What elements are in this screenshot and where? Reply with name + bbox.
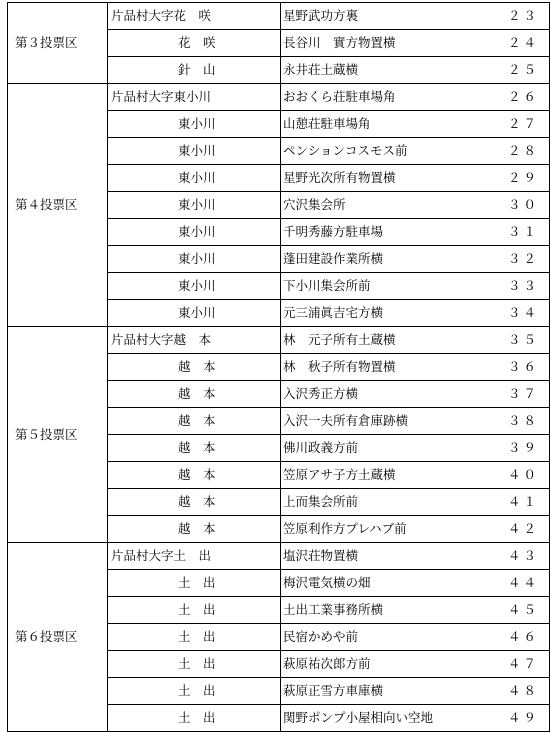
polling-board-table (7, 2, 539, 732)
board-number: ２５ (503, 57, 550, 84)
area-name: 越 本 (178, 440, 216, 455)
location-name: 上而集会所前 (281, 489, 503, 516)
board-number: ３２ (503, 246, 550, 273)
area-cell (108, 3, 281, 30)
area-cell (108, 597, 281, 624)
location-name: 萩原祐次郎方前 (281, 651, 503, 678)
location-name: 星野光次所有物置横 (281, 165, 503, 192)
board-number: ３４ (503, 300, 550, 327)
district-name: 第６投票区 (8, 543, 108, 732)
board-number: ４７ (503, 651, 550, 678)
area-name: 越 本 (178, 359, 216, 374)
board-number: ２４ (503, 30, 550, 57)
board-number: ２６ (503, 84, 550, 111)
area-name: 東小川 (178, 197, 216, 212)
board-number: ３６ (503, 354, 550, 381)
area-cell (108, 246, 281, 273)
location-name: 穴沢集会所 (281, 192, 503, 219)
board-number: ２７ (503, 111, 550, 138)
location-name: 関野ポンプ小屋相向い空地 (281, 705, 503, 732)
polling-location-table (7, 2, 550, 732)
area-cell (108, 300, 281, 327)
area-name: 花 咲 (178, 35, 216, 50)
area-name: 越 本 (178, 386, 216, 401)
area-cell (108, 543, 281, 570)
board-number: ４１ (503, 489, 550, 516)
area-name: 片品村大字越 本 (111, 332, 212, 347)
area-cell (108, 354, 281, 381)
location-name: おおくら荘駐車場角 (281, 84, 503, 111)
area-name: 東小川 (178, 251, 216, 266)
board-number: ４９ (503, 705, 550, 732)
area-name: 東小川 (178, 224, 216, 239)
location-name: 林 元子所有土蔵横 (281, 327, 503, 354)
district-name: 第３投票区 (8, 3, 108, 84)
area-name: 越 本 (178, 521, 216, 536)
board-number: ２９ (503, 165, 550, 192)
area-cell (108, 273, 281, 300)
location-name: 民宿かめや前 (281, 624, 503, 651)
district-name: 第４投票区 (8, 84, 108, 327)
location-name: 元三浦眞吉宅方横 (281, 300, 503, 327)
area-cell (108, 624, 281, 651)
location-name: 永井荘土蔵横 (281, 57, 503, 84)
board-number: ３３ (503, 273, 550, 300)
area-cell (108, 381, 281, 408)
area-cell (108, 165, 281, 192)
location-name: 土出工業事務所横 (281, 597, 503, 624)
board-number: ２８ (503, 138, 550, 165)
board-number: ４０ (503, 462, 550, 489)
location-name: ペンションコスモス前 (281, 138, 503, 165)
board-number: ３７ (503, 381, 550, 408)
area-cell (108, 111, 281, 138)
location-name: 山憩荘駐車場角 (281, 111, 503, 138)
location-name: 塩沢荘物置横 (281, 543, 503, 570)
board-number: ４８ (503, 678, 550, 705)
area-name: 片品村大字東小川 (111, 89, 212, 104)
table-body (8, 3, 550, 732)
area-name: 土 出 (178, 602, 216, 617)
location-name: 梅沢電気横の畑 (281, 570, 503, 597)
location-name: 下小川集会所前 (281, 273, 503, 300)
location-name: 千明秀藤方駐車場 (281, 219, 503, 246)
area-name: 東小川 (178, 170, 216, 185)
area-cell (108, 489, 281, 516)
board-number: ３５ (503, 327, 550, 354)
area-name: 東小川 (178, 116, 216, 131)
location-name: 蓬田建設作業所横 (281, 246, 503, 273)
area-name: 東小川 (178, 278, 216, 293)
area-cell (108, 678, 281, 705)
area-cell (108, 705, 281, 732)
area-name: 土 出 (178, 629, 216, 644)
board-number: ４３ (503, 543, 550, 570)
area-cell (108, 57, 281, 84)
area-cell (108, 84, 281, 111)
area-name: 越 本 (178, 413, 216, 428)
location-name: 笠原利作方プレハブ前 (281, 516, 503, 543)
area-name: 土 出 (178, 683, 216, 698)
area-name: 東小川 (178, 143, 216, 158)
area-cell (108, 30, 281, 57)
board-number: ３８ (503, 408, 550, 435)
location-name: 萩原正雪方車庫横 (281, 678, 503, 705)
area-name: 片品村大字土 出 (111, 548, 212, 563)
area-cell (108, 435, 281, 462)
area-cell (108, 570, 281, 597)
area-name: 東小川 (178, 305, 216, 320)
area-name: 土 出 (178, 575, 216, 590)
table-row (8, 3, 550, 30)
board-number: ４２ (503, 516, 550, 543)
area-name: 土 出 (178, 656, 216, 671)
board-number: ４５ (503, 597, 550, 624)
area-cell (108, 516, 281, 543)
area-cell (108, 651, 281, 678)
area-cell (108, 219, 281, 246)
area-cell (108, 138, 281, 165)
location-name: 林 秋子所有物置横 (281, 354, 503, 381)
area-cell (108, 462, 281, 489)
area-cell (108, 327, 281, 354)
table-row (8, 84, 550, 111)
location-name: 長谷川 實方物置横 (281, 30, 503, 57)
location-name: 入沢一夫所有倉庫跡横 (281, 408, 503, 435)
board-number: ４６ (503, 624, 550, 651)
area-name: 針 山 (178, 62, 216, 77)
district-name: 第５投票区 (8, 327, 108, 543)
location-name: 星野武功方裏 (281, 3, 503, 30)
board-number: ３０ (503, 192, 550, 219)
board-number: ３１ (503, 219, 550, 246)
table-row (8, 543, 550, 570)
table-row (8, 327, 550, 354)
area-cell (108, 192, 281, 219)
location-name: 笠原アサ子方土蔵横 (281, 462, 503, 489)
area-cell (108, 408, 281, 435)
area-name: 越 本 (178, 494, 216, 509)
board-number: ４４ (503, 570, 550, 597)
area-name: 土 出 (178, 710, 216, 725)
location-name: 入沢秀正方横 (281, 381, 503, 408)
area-name: 越 本 (178, 467, 216, 482)
area-name: 片品村大字花 咲 (111, 8, 212, 23)
board-number: ２３ (503, 3, 550, 30)
board-number: ３９ (503, 435, 550, 462)
location-name: 佛川政義方前 (281, 435, 503, 462)
